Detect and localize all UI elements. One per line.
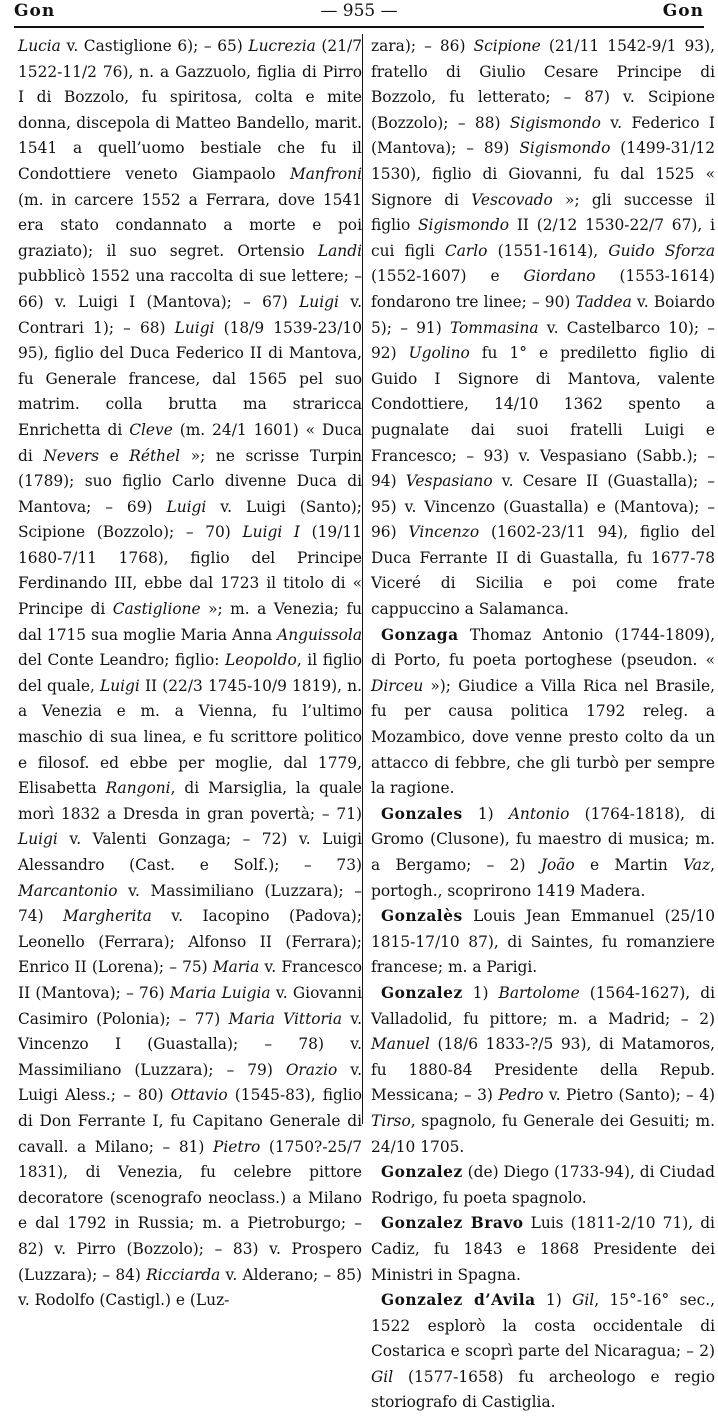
entry-text: Louis Jean Emmanuel (25/10 1815-17/10 87), di Saintes, fu romanziere francese; m. a Parigi. bbox=[371, 907, 715, 977]
italic-name: Margherita bbox=[63, 907, 152, 926]
italic-name: Giordano bbox=[523, 267, 596, 286]
italic-name: Vescovado bbox=[471, 190, 553, 209]
entry-text: del Conte Leandro; figlio: bbox=[18, 651, 226, 670]
entry-text: 1) bbox=[535, 1291, 573, 1310]
entry-text: (21/11 1542-9/1 93), fratello di Giulio Cesare Principe di Bozzolo, fu letterato; – 87) v. Scipione (Bozzolo); – 88) bbox=[371, 37, 715, 132]
entry-text: (1764-1818), di Gromo (Clusone), fu maestro di musica; m. a Bergamo; – 2) bbox=[371, 804, 715, 874]
entry-text: 1) bbox=[462, 804, 509, 823]
entry-text: v. Alderano; – 85) v. Rodolfo (Castigl.) e (Luz- bbox=[18, 1265, 362, 1310]
entry-text: , portogh., scoprirono 1419 Madera. bbox=[371, 856, 715, 900]
entry-text: (18/6 1833-?/5 93), di Matamoros, fu 1880-84 Presidente della Repub. Messicana; – 3) bbox=[371, 1035, 715, 1105]
entry-text: v. Cesare II (Guastalla); – 95) v. Vincenzo (Guastalla) e (Mantova); – 96) bbox=[371, 472, 715, 542]
italic-name: Lucia bbox=[18, 37, 61, 55]
italic-name: Luigi I bbox=[242, 523, 300, 542]
dictionary-entry bbox=[18, 34, 362, 1314]
entry-headword: Gonzalez bbox=[381, 1163, 463, 1182]
running-header bbox=[14, 0, 704, 26]
entry-text: (1553-1614) fondarono tre linee; – 90) bbox=[371, 267, 715, 311]
italic-name: Leopoldo bbox=[225, 651, 297, 670]
entry-text: , 15°-16° sec., 1522 esplorò la costa occidentale di Costarica e scoprì parte del Nicaragua; – 2) bbox=[371, 1291, 715, 1361]
italic-name: Sigismondo bbox=[519, 139, 611, 158]
italic-name: Ugolino bbox=[408, 344, 470, 363]
entry-text: , spagnolo, fu Generale dei Gesuiti; m. 24/10 1705. bbox=[371, 1111, 715, 1156]
entry-text: (1552-1607) e bbox=[371, 267, 524, 286]
entry-text: (1499-31/12 1530), figlio di Giovanni, fu dal 1525 « Signore di bbox=[371, 139, 715, 209]
italic-name: Réthel bbox=[129, 446, 181, 465]
italic-name: Vaz bbox=[683, 856, 711, 874]
italic-name: Manfroni bbox=[289, 164, 362, 183]
entry-text: (1545-83), figlio di Don Ferrante I, fu Capitano Generale di cavall. a Milano; – 81) bbox=[18, 1086, 362, 1156]
italic-name: Vespasiano bbox=[405, 472, 493, 491]
italic-name: Anguissola bbox=[277, 625, 362, 644]
italic-name: Orazio bbox=[285, 1060, 338, 1079]
entry-text: v. Castiglione 6); – 65) bbox=[60, 37, 249, 55]
header-right-keyword: Gon bbox=[662, 1, 704, 21]
italic-name: Vincenzo bbox=[408, 523, 480, 542]
left-column bbox=[18, 34, 363, 1310]
header-rule bbox=[14, 26, 704, 28]
entry-text: »; ne scrisse Turpin (1789); suo figlio Carlo divenne Duca di Mantova; – 69) bbox=[18, 446, 362, 516]
italic-name: Tommasina bbox=[449, 318, 539, 337]
dictionary-entry bbox=[371, 1211, 715, 1288]
italic-name: Guido Sforza bbox=[608, 241, 715, 260]
italic-name: Luigi bbox=[174, 318, 215, 337]
italic-name: Sigismondo bbox=[418, 216, 510, 235]
italic-name: Luigi bbox=[18, 830, 58, 849]
italic-name: Cleve bbox=[129, 420, 173, 439]
entry-text: (18/9 1539-23/10 95), figlio del Duca Federico II di Mantova, fu Generale francese, dal 1565 pel suo matrim. colla brutta ma straricca Enrichetta di bbox=[18, 318, 362, 439]
entry-text: II (22/3 1745-10/9 1819), n. a Venezia e m. a Vienna, fu l’ultimo maschio di sua linea, e fu scrittore politico e filosof. ed ebbe per moglie, dal 1779, Elisabetta bbox=[18, 676, 362, 798]
entry-text: v. Valenti Gonzaga; – 72) v. Luigi Alessandro (Cast. e Solf.); – 73) bbox=[18, 830, 362, 874]
entry-text: (m. 24/1 1601) « Duca di bbox=[18, 420, 363, 465]
entry-text: v. Vincenzo I (Guastalla); – 78) v. Massimiliano (Luzzara); – 79) bbox=[18, 1009, 363, 1079]
entry-text: II (2/12 1530-22/7 67), i cui figli bbox=[371, 216, 715, 260]
italic-name: Marcantonio bbox=[18, 881, 118, 900]
entry-text: v. Federico I (Mantova); – 89) bbox=[371, 113, 715, 158]
entry-text: »; m. a Venezia; fu dal 1715 sua moglie Maria Anna bbox=[18, 600, 362, 644]
italic-name: Bartolome bbox=[498, 983, 580, 1002]
italic-name: Antonio bbox=[508, 804, 570, 823]
dictionary-entry bbox=[371, 1160, 715, 1211]
italic-name: Taddea bbox=[575, 292, 632, 311]
italic-name: Sigismondo bbox=[509, 113, 601, 132]
italic-name: Luigi bbox=[166, 497, 207, 516]
italic-name: Tirso bbox=[371, 1111, 411, 1130]
italic-name: Gil bbox=[371, 1367, 394, 1386]
entry-headword: Gonzalez d’Avila bbox=[381, 1291, 536, 1310]
entry-text: v. Boiardo 5); – 91) bbox=[371, 292, 715, 337]
entry-text: v. Francesco II (Mantova); – 76) bbox=[18, 958, 362, 1002]
italic-name: Pietro bbox=[213, 1137, 261, 1156]
italic-name: Landi bbox=[317, 241, 362, 260]
entry-headword: Gonzalez Bravo bbox=[381, 1214, 524, 1233]
entry-text: fu 1° e prediletto figlio di Guido I Signore di Mantova, valente Condottiere, 14/10 1362 spento a pugnalate dai suoi fratelli Luigi e Francesco; – 93) v. Vespasiano (Sabb.); – 94) bbox=[371, 344, 715, 491]
entry-text: (1577-1658) fu archeologo e regio storiografo di Castiglia. bbox=[371, 1367, 715, 1412]
entry-text: Luis (1811-2/10 71), di Cadiz, fu 1843 e 1868 Presidente dei Ministri in Spagna. bbox=[371, 1214, 715, 1284]
italic-name: Scipione bbox=[473, 37, 541, 55]
entry-text: , il figlio del quale, bbox=[18, 651, 362, 695]
entry-text: v. Giovanni Casimiro (Polonia); – 77) bbox=[18, 983, 362, 1028]
entry-text: v. Massimiliano (Luzzara); – 74) bbox=[18, 881, 362, 926]
italic-name: Ottavio bbox=[170, 1086, 228, 1105]
header-left-keyword: Gon bbox=[14, 1, 56, 21]
entry-text: v. Luigi (Santo); Scipione (Bozzolo); – 70) bbox=[18, 497, 362, 542]
entry-text: (1564-1627), di Valladolid, fu pittore; m. a Madrid; – 2) bbox=[371, 983, 715, 1028]
entry-text: (21/7 1522-11/2 76), n. a Gazzuolo, figlia di Pirro I di Bozzolo, fu spiritosa, colta e mite donna, discepola di Matteo Bandello, marit. 1541 a quell’uomo bestiale che fu il Condottiere veneto Giampaolo bbox=[18, 37, 362, 183]
italic-name: Manuel bbox=[371, 1035, 430, 1054]
dictionary-entry bbox=[371, 981, 715, 1160]
entry-text: »; gli successe il figlio bbox=[371, 190, 715, 235]
entry-text: (1551-1614), bbox=[487, 241, 609, 260]
entry-text: (1750?-25/7 1831), di Venezia, fu celebre pittore decoratore (scenografo neoclass.) a Milano e dal 1792 in Russia; m. a Pietroburgo; – 82) v. Pirro (Bozzolo); – 83) v. Prospero (Luzzara); – 84) bbox=[18, 1137, 363, 1284]
entry-text: 1) bbox=[462, 983, 499, 1002]
entry-headword: Gonzales bbox=[381, 804, 463, 823]
italic-name: Nevers bbox=[43, 446, 99, 465]
italic-name: Luigi bbox=[299, 292, 339, 311]
entry-text: (m. in carcere 1552 a Ferrara, dove 1541 era stato condannato a morte e poi graziato); il suo segret. Ortensio bbox=[18, 190, 362, 260]
italic-name: Rangoni bbox=[105, 779, 171, 798]
dictionary-entry bbox=[371, 34, 715, 623]
dictionary-entry bbox=[371, 623, 715, 802]
entry-text: e Martin bbox=[574, 856, 684, 874]
entry-text: pubblicò 1552 una raccolta di sue lettere; – 66) v. Luigi I (Mantova); – 67) bbox=[18, 267, 362, 311]
entry-text: v. Iacopino (Padova); Leonello (Ferrara); Alfonso II (Ferrara); Enrico II (Lorena); – 75) bbox=[18, 907, 363, 977]
italic-name: Castiglione bbox=[112, 600, 201, 619]
page-number: — 955 — bbox=[320, 1, 398, 21]
entry-text: v. Pietro (Santo); – 4) bbox=[543, 1086, 716, 1105]
entry-text: (1602-23/11 94), figlio del Duca Ferrante II di Guastalla, fu 1677-78 Viceré di Sicilia e poi come frate cappuccino a Salamanca. bbox=[371, 523, 715, 619]
entry-text: v. Contrari 1); – 68) bbox=[18, 292, 362, 337]
entry-headword: Gonzalès bbox=[381, 907, 463, 926]
italic-name: Carlo bbox=[444, 241, 488, 260]
entry-headword: Gonzaga bbox=[381, 625, 459, 644]
entry-text: Thomaz Antonio (1744-1809), di Porto, fu poeta portoghese (pseudon. « bbox=[371, 625, 715, 670]
italic-name: Lucrezia bbox=[248, 37, 316, 55]
italic-name: Pedro bbox=[498, 1086, 544, 1105]
entry-text: zara); – 86) bbox=[371, 37, 474, 55]
italic-name: Maria Vittoria bbox=[228, 1009, 343, 1028]
italic-name: Ricciarda bbox=[146, 1265, 221, 1284]
entry-text: e bbox=[99, 446, 130, 465]
italic-name: Maria bbox=[212, 958, 260, 977]
italic-name: Luigi bbox=[100, 676, 140, 695]
entry-headword: Gonzalez bbox=[381, 983, 463, 1002]
entry-text: , di Marsiglia, la quale morì 1832 a Dresda in gran povertà; – 71) bbox=[18, 779, 362, 823]
italic-name: Maria Luigia bbox=[169, 983, 271, 1002]
entry-text: v. Castelbarco 10); – 92) bbox=[371, 318, 715, 363]
entry-text: (de) Diego (1733-94), di Ciudad Rodrigo, fu poeta spagnolo. bbox=[371, 1163, 715, 1207]
right-column bbox=[371, 34, 716, 1412]
entry-text: (19/11 1680-7/11 1768), figlio del Principe Ferdinando III, ebbe dal 1723 il titolo di « Principe di bbox=[18, 523, 362, 619]
italic-name: Gil bbox=[572, 1291, 595, 1310]
dictionary-entry bbox=[371, 904, 715, 981]
dictionary-entry bbox=[371, 1288, 715, 1416]
entry-text: »); Giudice a Villa Rica nel Brasile, fu per causa politica 1792 releg. a Mozambico, dove venne presto colto da un attacco di febbre, che gli turbò per sempre la ragione. bbox=[371, 676, 715, 798]
dictionary-entry bbox=[371, 802, 715, 904]
italic-name: João bbox=[540, 856, 575, 874]
column-divider bbox=[362, 34, 363, 1124]
italic-name: Dirceu bbox=[371, 676, 424, 695]
entry-text: v. Luigi Aless.; – 80) bbox=[18, 1060, 362, 1105]
